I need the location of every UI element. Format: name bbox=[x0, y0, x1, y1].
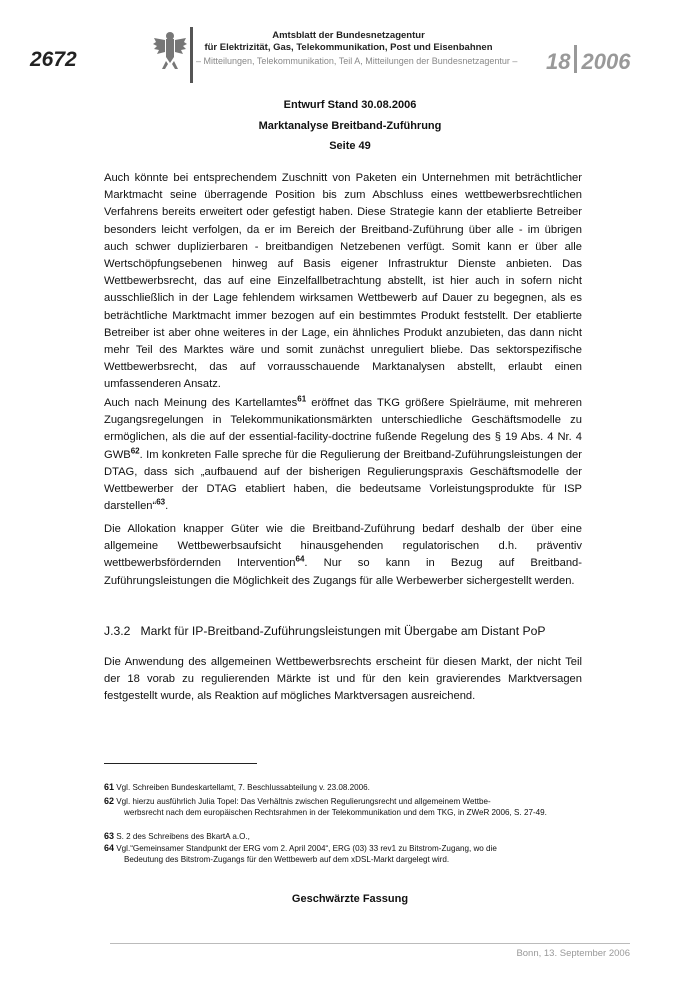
redaction-notice: Geschwärzte Fassung bbox=[291, 893, 409, 905]
footnote-number: 62 bbox=[104, 796, 115, 806]
paragraph-2-text-d: . bbox=[165, 500, 169, 513]
footnote-61 bbox=[104, 782, 582, 794]
footnote-number: 63 bbox=[104, 831, 115, 841]
section-title: Markt für IP-Breitband-Zuführungsleistungen mit Übergabe am Distant PoP bbox=[140, 624, 546, 638]
footnote-text: Vgl. Schreiben Bundeskartellamt, 7. Beschlussabteilung v. 23.08.2006. bbox=[116, 783, 370, 792]
federal-eagle-icon bbox=[152, 28, 188, 72]
paragraph-4: Die Anwendung des allgemeinen Wettbewerbsrechts erscheint für diesen Markt, der nicht Teil der 18 vorab zu regulierenden Märkte ist und für den kein gravierendes Marktversagen festgestellt wurde, als Reaktion auf mögliches Marktversagen ausreichend. bbox=[104, 656, 582, 703]
footnote-text-continued: Bedeutung des Bitstrom-Zugangs für den Wettbewerb auf dem xDSL-Markt dargelegt wird. bbox=[124, 854, 450, 864]
issue-year: 2006 bbox=[581, 49, 631, 74]
publication-title-line2: für Elektrizität, Gas, Telekommunikation, Post und Eisenbahnen bbox=[204, 42, 493, 53]
header-divider bbox=[190, 27, 193, 83]
footnote-63 bbox=[104, 831, 582, 843]
draft-title: Marktanalyse Breitband-Zuführung bbox=[258, 120, 442, 132]
paragraph-2 bbox=[104, 395, 582, 515]
footnote-62 bbox=[104, 796, 582, 818]
footnote-text: S. 2 des Schreibens des BkartA a.O., bbox=[116, 832, 250, 841]
section-heading bbox=[104, 624, 546, 638]
paragraph-2-text-a: Auch nach Meinung des Kartellamtes bbox=[104, 397, 298, 409]
footer-date: Bonn, 13. September 2006 bbox=[516, 948, 630, 959]
issue-label bbox=[546, 45, 630, 75]
issue-number: 18 bbox=[546, 49, 571, 74]
paragraph-2-text-c: . Im konkreten Falle spreche für die Regulierung der Breitband-Zuführungsleistungen der DTAG, dass sich „aufbauend auf der bisherigen Regulierungspraxis Geschäftsmodelle der Wettbewerber der DTAG etabliert haben, die bedeutsame Vorleistungsprodukte für ISP darstellen“ bbox=[104, 448, 582, 513]
page-number: 2672 bbox=[30, 48, 77, 71]
footnote-separator bbox=[104, 763, 257, 764]
footnote-number: 61 bbox=[104, 782, 115, 792]
draft-status: Entwurf Stand 30.08.2006 bbox=[283, 99, 417, 111]
footnote-text: Vgl. hierzu ausführlich Julia Topel: Das Verhältnis zwischen Regulierungsrecht und allgemeinem Wettbe- bbox=[116, 797, 491, 806]
paragraph-1: Auch könnte bei entsprechendem Zuschnitt von Paketen ein Unternehmen mit beträchtlicher Marktmacht seine überragende Position bis zum Abschluss eines wettbewerbsrechtlichen Verfahrens bereits erweitert oder gefestigt haben. Diese Strategie kann der etablierte Betreiber besonders leicht verfolgen, da er im Bereich der Breitband-Zuführung über alle - im übrigen auch schwer duplizierbaren - breitbandigen Netzebenen verfügt. Somit kann er über alle Wertschöpfungsebenen hinweg auf Basis eigener Infrastruktur Dienste anbieten. Das Wettbewerbsrecht, das auf eine Einzelfallbetrachtung abstellt, ist hier auch in sofern nicht ausschließlich in der Lage fehlendem wirksamen Wettbewerb auf Dauer zu begegnen, als es beträchtliche Marktmacht immer bezogen auf ein bestimmtes Produkt feststellt. Der etablierte Betreiber ist aber ohne weiteres in der Lage, ein ähnliches Produkt anzubieten, das dann nicht mehr Teil des Marktes wäre und somit zunächst unreguliert bliebe. Das sektorspezifische Wettbewerbsrecht, das auf vorrausschauende Marktanalysen abstellt, erlaubt einen umfassenderen Ansatz. bbox=[104, 172, 582, 391]
footnote-text-continued: werbsrecht nach dem europäischen Rechtsrahmen in der Telekommunikation und dem TKG, in ZWeR 2006, S. 27-49. bbox=[124, 807, 547, 817]
footer-rule bbox=[110, 943, 630, 944]
publication-subtitle: – Mitteilungen, Telekommunikation, Teil A, Mitteilungen der Bundesnetzagentur – bbox=[196, 56, 518, 66]
footnote-number: 64 bbox=[104, 843, 115, 853]
footnote-ref-63[interactable]: 63 bbox=[156, 497, 166, 507]
publication-title-line1: Amtsblatt der Bundesnetzagentur bbox=[272, 30, 425, 41]
footnote-ref-64[interactable]: 64 bbox=[295, 554, 305, 564]
paragraph-3-text-a: Die Allokation knapper Güter wie die Breitband-Zuführung bedarf deshalb der über eine allgemeine Wettbewerbsaufsicht hinausgehenden regulatorischen d.h. präventiv wettbewerbsfördernden Intervention bbox=[104, 523, 582, 570]
paragraph-3-text-b: . Nur so kann in Bezug auf Breitband-Zuführungsleistungen die Möglichkeit des Zugangs für alle Werbewerber sichergestellt werden. bbox=[104, 557, 582, 587]
footnote-64 bbox=[104, 843, 582, 865]
footnote-text: Vgl.“Gemeinsamer Standpunkt der ERG vom 2. April 2004“, ERG (03) 33 rev1 zu Bitstrom-Zugang, wo die bbox=[116, 844, 497, 853]
paragraph-3 bbox=[104, 521, 582, 590]
section-number: J.3.2 bbox=[104, 624, 131, 638]
footnote-ref-62[interactable]: 62 bbox=[130, 445, 140, 455]
publication-title bbox=[196, 30, 501, 54]
draft-page: Seite 49 bbox=[329, 140, 371, 152]
issue-divider bbox=[574, 45, 577, 73]
paragraph-2-text-b: eröffnet das TKG größere Spielräume, mit mehreren Zugangsregelungen in Telekommunikationsmärkten unterschiedliche Geschäftsmodelle zu ermöglichen, als die auf der essential-facility-doctrine fußende Regelung des § 19 Abs. 4 Nr. 4 GWB bbox=[104, 397, 582, 461]
footnote-ref-61[interactable]: 61 bbox=[297, 394, 307, 404]
